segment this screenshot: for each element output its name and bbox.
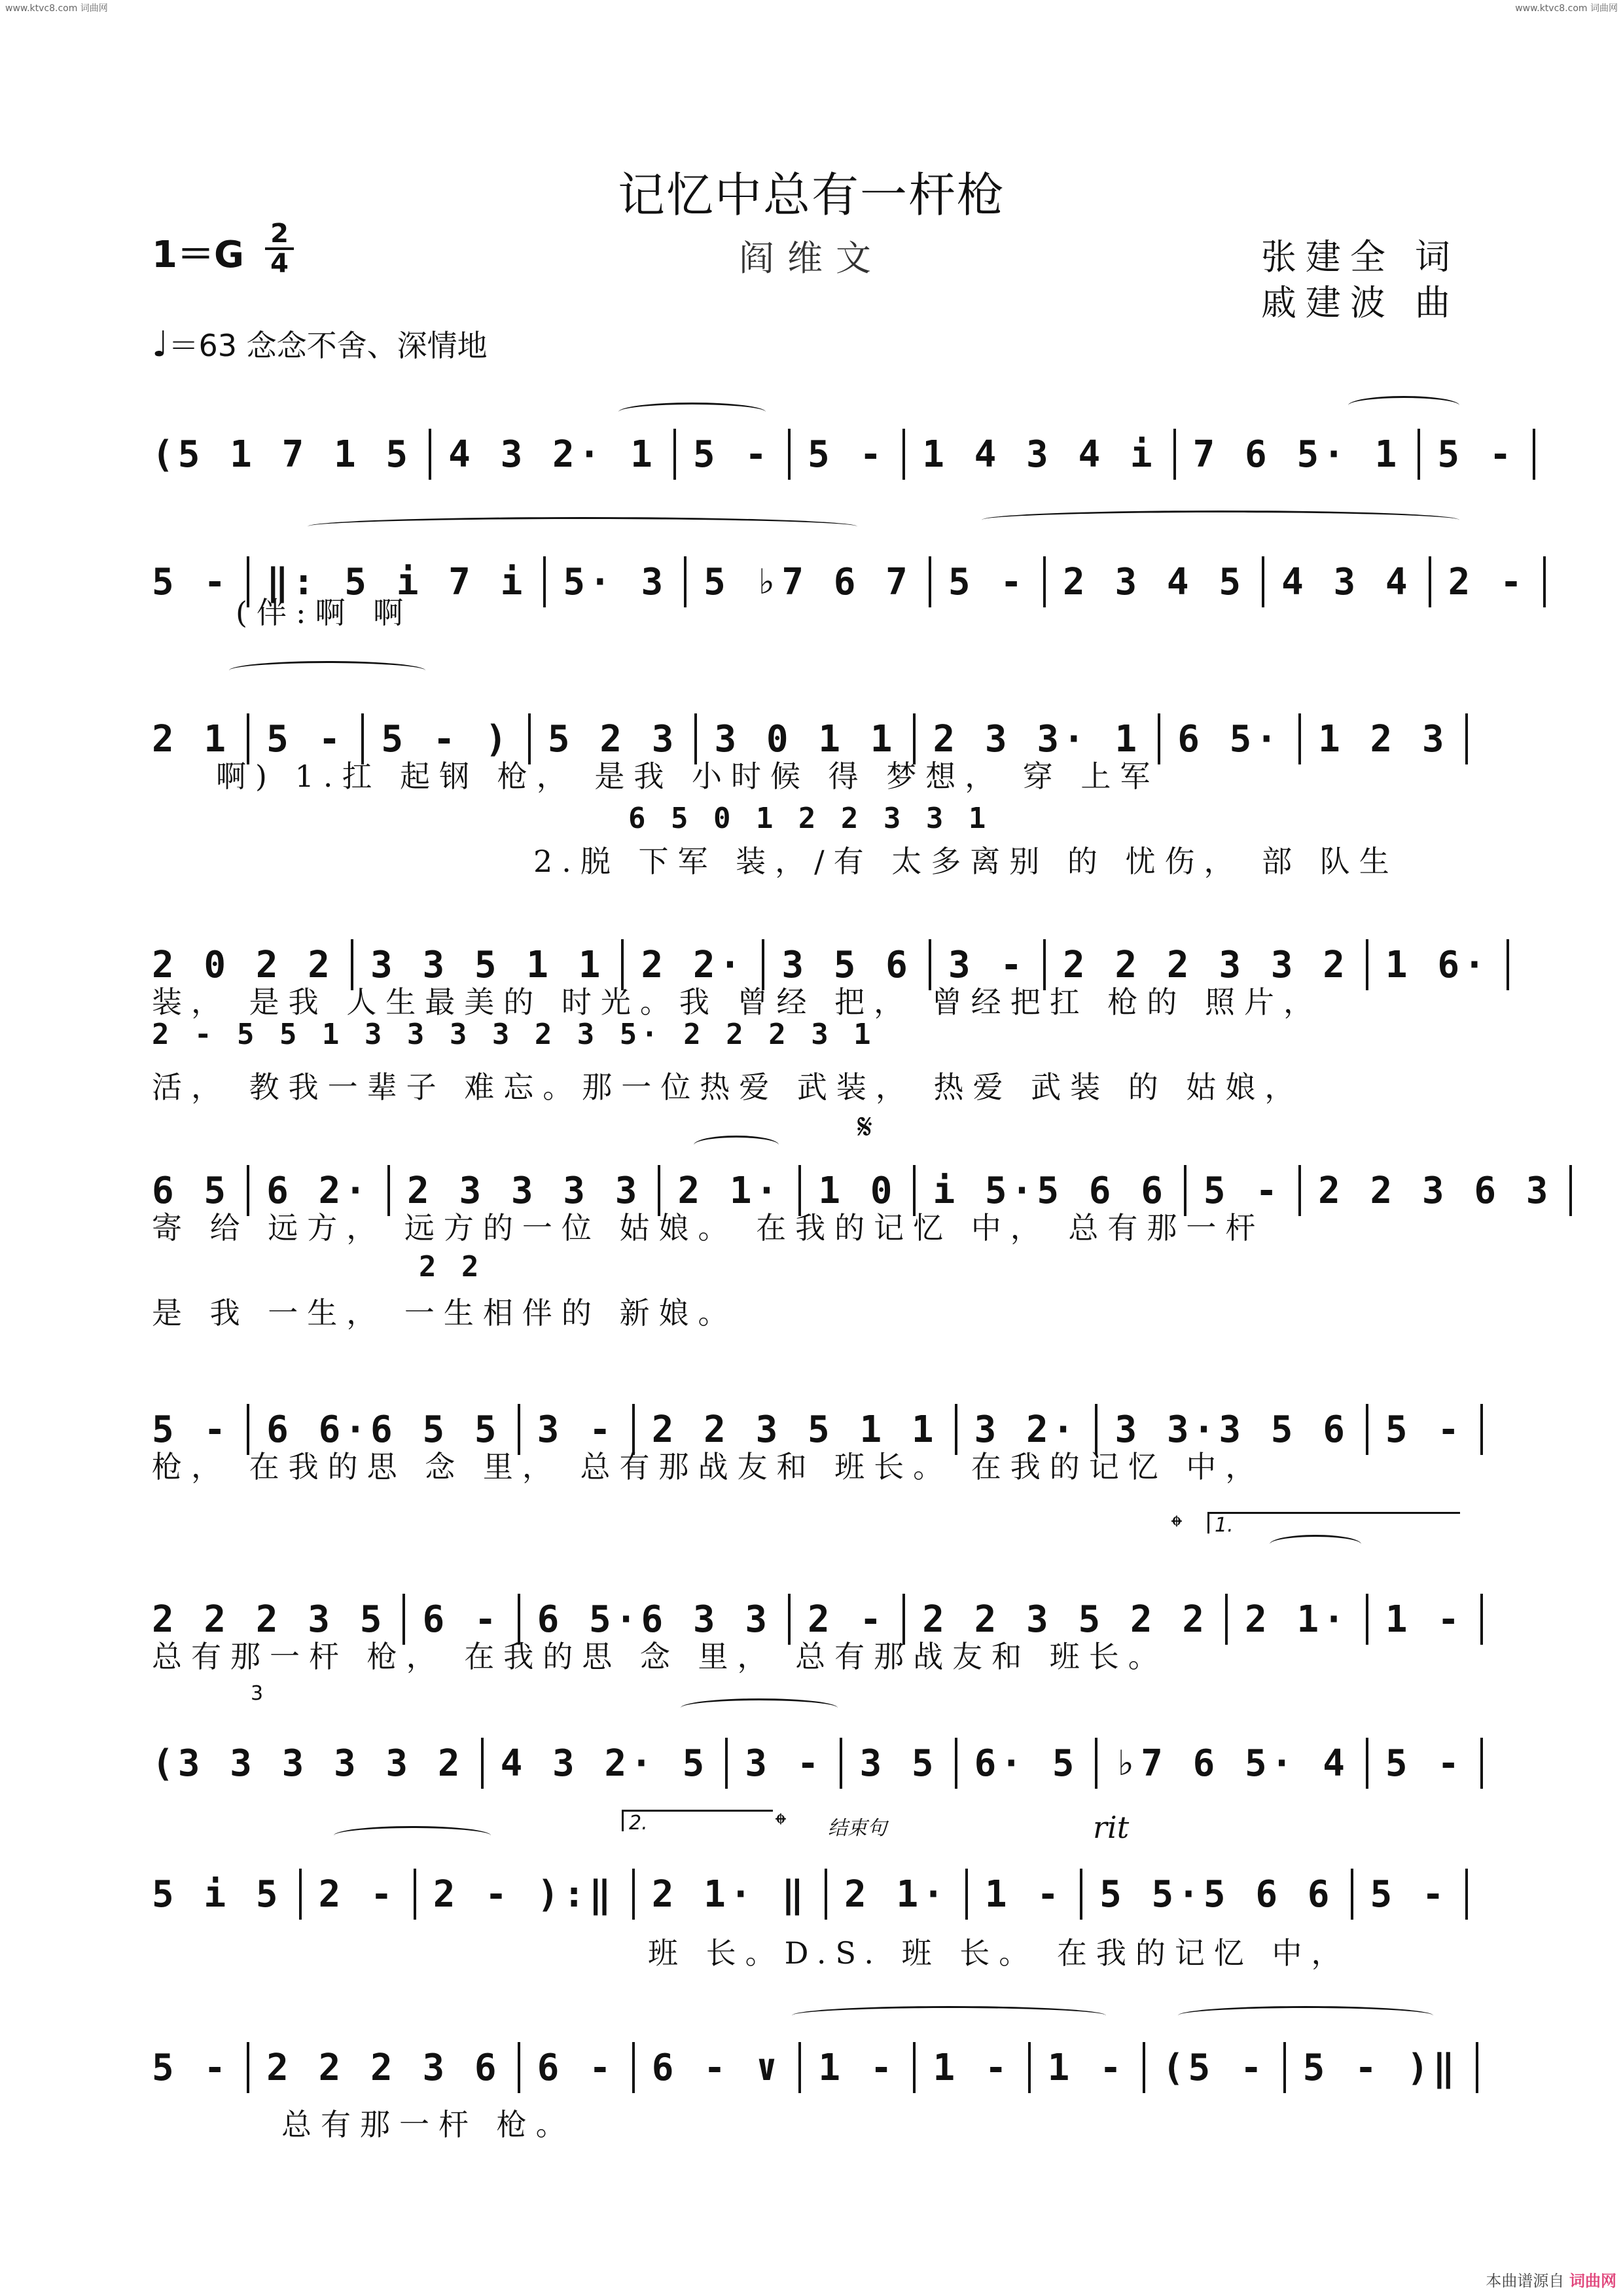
measure: 5 - )‖ [1302, 2046, 1459, 2089]
composer: 戚建波 曲 [1260, 282, 1459, 323]
measure: 1 - [1385, 1598, 1464, 1641]
lyric-row3-verse1: 啊) 1.扛 起钢 枪， 是我 小时候 得 梦想， 穿 上军 [216, 759, 1160, 794]
measure: 2 2 2 3 5 [152, 1598, 386, 1641]
measure: 2 1 [152, 717, 230, 761]
barline [1366, 1738, 1368, 1789]
measure: 2 - [808, 1598, 886, 1641]
measure: 2 3 3· 1 [933, 717, 1141, 761]
footer-credit [1486, 2268, 1616, 2291]
lyric-row7: 总有那一杆 枪， 在我的思 念 里， 总有那战友和 班长。 [152, 1639, 1168, 1674]
singer: 阎维文 [739, 238, 884, 279]
lyric-row5-verse1: 寄 给 远方， 远方的一位 姑娘。 在我的记忆 中， 总有那一杆 [152, 1210, 1265, 1246]
barline [798, 2042, 801, 2093]
measure: 5 - [152, 1408, 230, 1451]
subnotes-row5: 2 2 [419, 1250, 483, 1283]
measure: 3 - [537, 1408, 615, 1451]
barline [1143, 2042, 1145, 2093]
barline [247, 2042, 249, 2093]
measure: 5 - [1385, 1742, 1464, 1785]
measure: 2 1· [1245, 1598, 1349, 1641]
measure: 2 1· [677, 1169, 782, 1212]
notation-row [152, 429, 1516, 480]
barline [840, 1738, 842, 1789]
measure: (3 3 3 3 3 2 [152, 1742, 464, 1785]
meter-bottom: 4 [270, 249, 289, 279]
site-header [0, 0, 1623, 14]
measure: 3 2· [974, 1408, 1079, 1451]
barline [788, 429, 791, 480]
lyric-row5-verse2: 是 我 一生， 一生相伴的 新娘。 [152, 1295, 738, 1331]
measure: 6 - [422, 1598, 501, 1641]
measure: 2 2· [641, 943, 745, 986]
barline [1351, 1869, 1353, 1920]
measure: 1 - [933, 2046, 1011, 2089]
lyric-row9: 班 长。D.S. 班 长。 在我的记忆 中， [648, 1935, 1351, 1971]
measure: 1 6· [1385, 943, 1489, 986]
measure: 2 2 3 5 2 2 [922, 1598, 1209, 1641]
measure: 1 - [818, 2046, 897, 2089]
barline [1507, 939, 1509, 990]
footer-text: 本曲谱源自 [1486, 2272, 1565, 2290]
barline [673, 429, 676, 480]
measure: 5 - [152, 560, 230, 603]
measure: 5 - [692, 433, 772, 476]
barline [518, 2042, 520, 2093]
meter-top: 2 [270, 219, 289, 249]
measure: 6 2· [266, 1169, 371, 1212]
measure: ‖: 5 i 7 i [266, 560, 527, 603]
barline [725, 1738, 728, 1789]
segno-icon: 𝄋 [857, 1106, 873, 1147]
measure: 2 - [318, 1873, 397, 1916]
barline [1480, 1404, 1483, 1455]
slur [694, 1136, 779, 1155]
measure: 1 2 3 [1318, 717, 1448, 761]
barline [1480, 1738, 1483, 1789]
barline [902, 429, 905, 480]
measure: 3 5 6 [781, 943, 912, 986]
barline [299, 1869, 302, 1920]
measure: 6 5 [152, 1169, 230, 1212]
site-url-right: www.ktvc8.com 词曲网 [1515, 3, 1618, 14]
measure: 4 3 4 [1281, 560, 1412, 603]
slur [229, 661, 425, 680]
measure: 3 5 [859, 1742, 938, 1785]
measure: ♭7 6 5· 4 [1115, 1742, 1349, 1785]
measure: 5 - [948, 560, 1027, 603]
measure: 5 5·5 6 6 [1099, 1873, 1334, 1916]
tempo-marking [152, 322, 488, 365]
measure: i 5·5 6 6 [933, 1169, 1167, 1212]
slur [792, 2006, 1106, 2025]
measure: 3 - [948, 943, 1027, 986]
barline [1533, 429, 1535, 480]
measure: 4 3 2· 5 [500, 1742, 709, 1785]
slur [681, 1698, 838, 1717]
measure: 2 0 2 2 [152, 943, 334, 986]
measure: 5 2 3 [547, 717, 678, 761]
barline [632, 1869, 635, 1920]
lyricist: 张建全 词 [1260, 236, 1459, 278]
barline [1465, 1869, 1468, 1920]
measure: 3 0 1 1 [714, 717, 897, 761]
volta-first-ending: 1. [1207, 1512, 1460, 1534]
measure: 2 3 3 3 3 [407, 1169, 641, 1212]
measure: 6 - ∨ [651, 2046, 782, 2089]
barline [429, 429, 431, 480]
barline [1476, 2042, 1478, 2093]
measure: 6 5·6 3 3 [537, 1598, 772, 1641]
slur [308, 517, 857, 536]
lyric-row10: 总有那一杆 枪。 [281, 2107, 575, 2142]
quarter-note-icon: ♩ [152, 323, 169, 365]
measure: 2 3 4 5 [1063, 560, 1245, 603]
volta-second-ending: 2. [622, 1810, 773, 1831]
measure: 5 - [152, 2046, 230, 2089]
measure: 7 6 5· 1 [1192, 433, 1401, 476]
measure: 1 - [984, 1873, 1063, 1916]
ending-label: 结束句 [828, 1817, 887, 1840]
measure: 2 2 3 5 1 1 [651, 1408, 938, 1451]
notation-row [152, 2042, 1461, 2093]
measure: (5 1 7 1 5 [152, 433, 412, 476]
measure: 3 3·3 5 6 [1115, 1408, 1349, 1451]
lyric-row6: 枪， 在我的思 念 里， 总有那战友和 班长。 在我的记忆 中， [152, 1449, 1265, 1484]
slur [1348, 396, 1459, 415]
subnotes-row4: 2 - 5 5 1 3 3 3 3 2 3 5· 2 2 2 3 1 [152, 1018, 875, 1051]
measure: 3 - [745, 1742, 823, 1785]
slur [334, 1826, 491, 1845]
measure: 1 - [1047, 2046, 1126, 2089]
triplet-mark: 3 [251, 1682, 264, 1705]
lyric-row4-verse2: 活， 教我一辈子 难忘。那一位热爱 武装， 热爱 武装 的 姑娘， [152, 1069, 1304, 1105]
slur [982, 511, 1459, 529]
barline [1569, 1165, 1572, 1216]
measure: 6· 5 [974, 1742, 1079, 1785]
lyric-row2: (伴:啊 啊 [236, 595, 413, 630]
measure: 1 0 [818, 1169, 897, 1212]
measure: 4 3 2· 1 [448, 433, 656, 476]
measure: 1 4 3 4 i [922, 433, 1156, 476]
measure: (5 - [1162, 2046, 1266, 2089]
slur [1178, 2006, 1433, 2025]
measure: 5 - [1370, 1873, 1448, 1916]
barline [1080, 1869, 1082, 1920]
barline [1095, 1738, 1097, 1789]
barline [1418, 429, 1420, 480]
barline [632, 2042, 635, 2093]
measure: 2 - ):‖ [433, 1873, 615, 1916]
song-title: 记忆中总有一杆枪 [617, 168, 1005, 223]
key-signature: 1＝G [152, 234, 244, 276]
coda-icon-1: 𝄌 [1171, 1509, 1182, 1544]
measure: 2 2 2 3 3 2 [1063, 943, 1349, 986]
barline [955, 1738, 957, 1789]
slur [618, 403, 766, 422]
site-url-left: www.ktvc8.com 词曲网 [5, 3, 108, 14]
measure: 2 1· ‖ [651, 1873, 808, 1916]
tempo-bpm: ＝63 [168, 328, 238, 363]
subnotes-row3: 6 5 0 1 2 2 3 3 1 [628, 802, 990, 835]
barline [414, 1869, 416, 1920]
measure: 5 - [1203, 1169, 1282, 1212]
measure: 2 2 2 3 6 [266, 2046, 501, 2089]
measure: 5 - [1385, 1408, 1464, 1451]
measure: 6 5· [1177, 717, 1282, 761]
barline [1173, 429, 1176, 480]
footer-brand: 词曲网 [1569, 2272, 1616, 2290]
notation-row [152, 1738, 1464, 1789]
barline [825, 1869, 827, 1920]
barline [913, 2042, 916, 2093]
measure: 5· 3 [563, 560, 668, 603]
lyric-row4-verse1: 装， 是我 人生最美的 时光。我 曾经 把， 曾经把扛 枪的 照片， [152, 984, 1323, 1020]
measure: 2 - [1448, 560, 1526, 603]
measure: 6 6·6 5 5 [266, 1408, 501, 1451]
measure: 2 1· [844, 1873, 948, 1916]
barline [1480, 1594, 1483, 1645]
lyric-row3-verse2: 2.脱 下军 装，/有 太多离别 的 忧伤， 部 队生 [533, 844, 1399, 879]
measure: 3 3 5 1 1 [370, 943, 605, 986]
measure: 5 - [1437, 433, 1516, 476]
measure: 5 ♭7 6 7 [704, 560, 912, 603]
measure: 5 - ) [381, 717, 511, 761]
measure: 5 - [266, 717, 345, 761]
measure: 5 - [808, 433, 886, 476]
rit-marking: rit [1093, 1810, 1130, 1845]
notation-row [152, 1869, 1461, 1920]
barline [965, 1869, 968, 1920]
barline [481, 1738, 484, 1789]
barline [1283, 2042, 1286, 2093]
coda-icon-2: 𝄌 [776, 1806, 786, 1842]
measure: 2 2 3 6 3 [1318, 1169, 1552, 1212]
measure: 5 i 5 [152, 1873, 282, 1916]
barline [1028, 2042, 1031, 2093]
tempo-expression: 念念不舍、深情地 [246, 328, 488, 363]
slur [1270, 1535, 1361, 1554]
measure: 6 - [537, 2046, 615, 2089]
